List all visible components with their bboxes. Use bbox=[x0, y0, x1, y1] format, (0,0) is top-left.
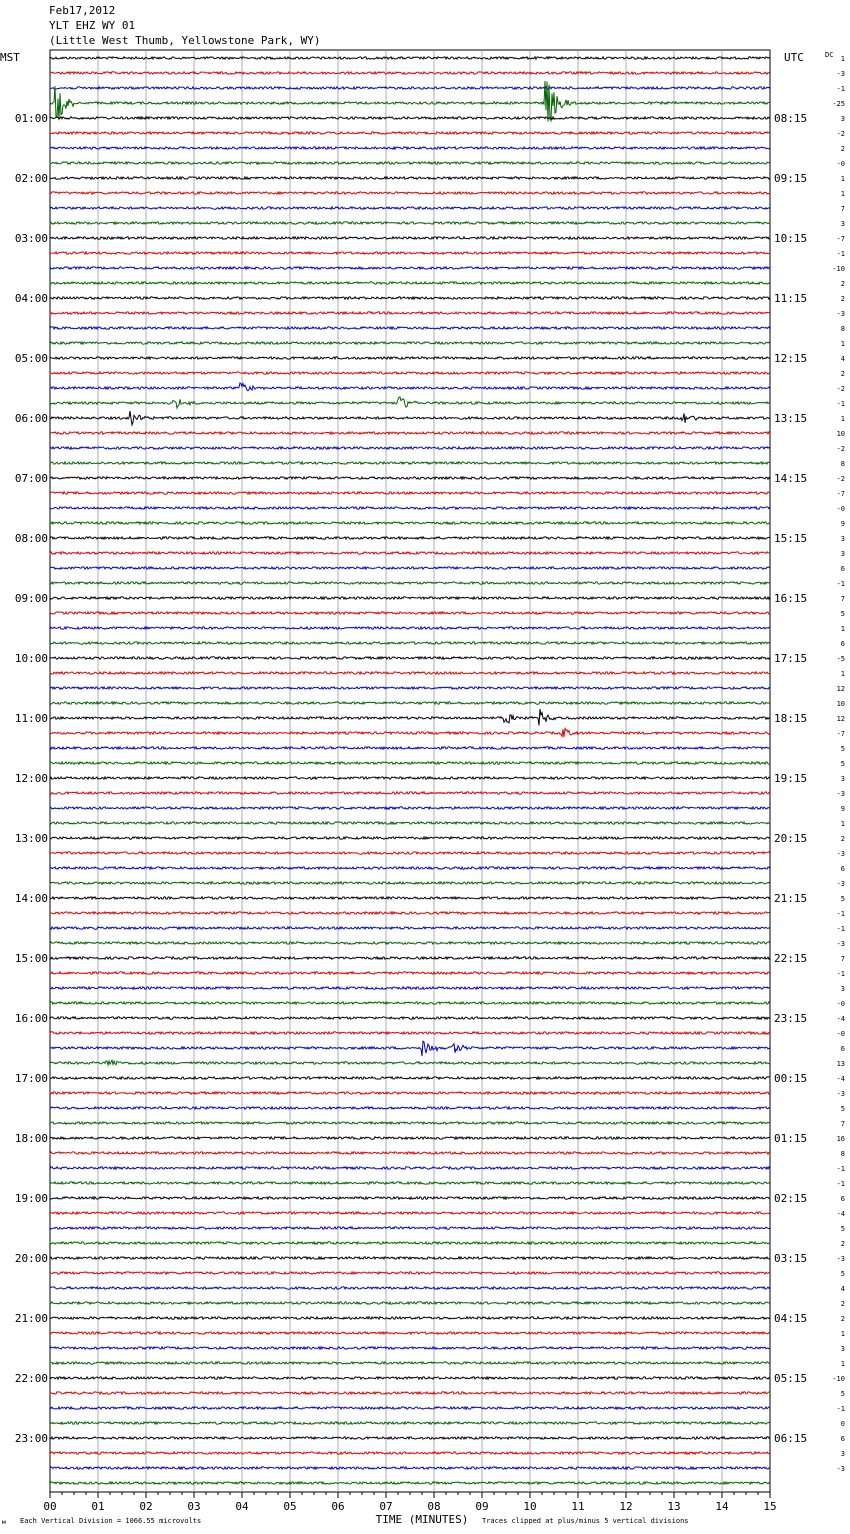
seismic-trace bbox=[50, 747, 770, 749]
mst-hour-label: 16:00 bbox=[14, 1012, 48, 1025]
x-tick-label: 05 bbox=[283, 1500, 297, 1513]
corner-mark: м bbox=[2, 1519, 6, 1526]
dc-offset-value: 3 bbox=[840, 775, 845, 783]
dc-offset-value: 7 bbox=[840, 955, 845, 963]
dc-offset-value: 1 bbox=[840, 1330, 845, 1338]
seismic-trace bbox=[50, 1212, 770, 1214]
dc-offset-value: -10 bbox=[832, 265, 845, 273]
utc-hour-label: 04:15 bbox=[774, 1312, 808, 1325]
dc-offset-value: 6 bbox=[840, 565, 845, 573]
dc-offset-value: 1 bbox=[840, 1360, 845, 1368]
x-tick-label: 06 bbox=[331, 1500, 345, 1513]
dc-offset-value: -3 bbox=[836, 70, 845, 78]
seismic-trace bbox=[50, 297, 770, 299]
seismic-trace bbox=[50, 687, 770, 689]
dc-offset-value: 5 bbox=[840, 1390, 845, 1398]
x-tick-label: 15 bbox=[763, 1500, 777, 1513]
seismic-trace bbox=[50, 552, 770, 554]
x-tick-label: 14 bbox=[715, 1500, 729, 1513]
seismic-trace bbox=[50, 1482, 770, 1484]
seismic-trace bbox=[50, 777, 770, 779]
mst-hour-label: 18:00 bbox=[14, 1132, 48, 1145]
seismic-trace bbox=[50, 312, 770, 314]
seismic-trace bbox=[50, 162, 770, 164]
seismic-trace bbox=[50, 267, 770, 269]
seismic-trace bbox=[50, 567, 770, 569]
utc-hour-label: 06:15 bbox=[774, 1432, 808, 1445]
x-tick-label: 08 bbox=[427, 1500, 441, 1513]
seismic-trace bbox=[50, 1152, 770, 1154]
mst-hour-label: 21:00 bbox=[14, 1312, 48, 1325]
seismic-trace bbox=[50, 627, 770, 629]
dc-offset-value: 3 bbox=[840, 1345, 845, 1353]
dc-offset-value: -7 bbox=[836, 730, 845, 738]
utc-hour-label: 16:15 bbox=[774, 592, 808, 605]
dc-offset-value: -1 bbox=[836, 250, 845, 258]
seismic-trace bbox=[50, 1407, 770, 1409]
seismic-trace bbox=[50, 432, 770, 434]
seismic-trace bbox=[50, 1107, 770, 1109]
seismic-trace bbox=[50, 912, 770, 914]
seismic-trace bbox=[50, 522, 770, 524]
utc-hour-label: 09:15 bbox=[774, 172, 808, 185]
dc-offset-value: 10 bbox=[836, 430, 845, 438]
seismic-trace bbox=[50, 1452, 770, 1454]
dc-offset-value: 8 bbox=[840, 1150, 845, 1158]
seismic-trace bbox=[50, 87, 770, 89]
dc-offset-value: 6 bbox=[840, 1435, 845, 1443]
dc-offset-value: -10 bbox=[832, 1375, 845, 1383]
dc-offset-value: 7 bbox=[840, 205, 845, 213]
seismic-trace bbox=[50, 237, 770, 239]
mst-hour-label: 02:00 bbox=[14, 172, 48, 185]
mst-axis-label: MST bbox=[0, 51, 20, 64]
dc-offset-value: 6 bbox=[840, 640, 845, 648]
dc-offset-value: -2 bbox=[836, 130, 845, 138]
seismic-trace bbox=[50, 207, 770, 209]
mst-hour-label: 19:00 bbox=[14, 1192, 48, 1205]
mst-hour-label: 10:00 bbox=[14, 652, 48, 665]
dc-offset-value: -1 bbox=[836, 580, 845, 588]
dc-offset-value: 2 bbox=[840, 370, 845, 378]
dc-offset-value: -3 bbox=[836, 790, 845, 798]
seismic-trace bbox=[50, 987, 770, 989]
x-tick-label: 12 bbox=[619, 1500, 633, 1513]
utc-hour-label: 13:15 bbox=[774, 412, 808, 425]
seismic-trace bbox=[50, 1257, 770, 1259]
seismic-trace bbox=[50, 897, 770, 899]
dc-offset-value: 10 bbox=[836, 700, 845, 708]
x-tick-label: 02 bbox=[139, 1500, 153, 1513]
mst-hour-label: 15:00 bbox=[14, 952, 48, 965]
seismic-trace bbox=[50, 1362, 770, 1364]
dc-offset-value: -4 bbox=[836, 1015, 845, 1023]
utc-hour-label: 05:15 bbox=[774, 1372, 808, 1385]
dc-offset-value: 2 bbox=[840, 1240, 845, 1248]
dc-offset-value: -1 bbox=[836, 925, 845, 933]
seismic-trace bbox=[50, 972, 770, 974]
seismic-trace bbox=[50, 1137, 770, 1139]
seismic-trace bbox=[50, 1467, 770, 1469]
seismic-trace bbox=[50, 709, 770, 725]
seismic-trace bbox=[50, 147, 770, 149]
seismic-trace bbox=[50, 927, 770, 929]
seismic-trace bbox=[50, 462, 770, 464]
seismic-trace bbox=[50, 867, 770, 869]
dc-offset-value: 12 bbox=[836, 685, 845, 693]
dc-offset-value: 1 bbox=[840, 190, 845, 198]
scale-note: Each Vertical Division = 1066.55 microvolts bbox=[20, 1517, 202, 1525]
x-axis-title: TIME (MINUTES) bbox=[375, 1513, 469, 1526]
seismic-trace bbox=[50, 117, 770, 119]
dc-offset-value: 2 bbox=[840, 835, 845, 843]
mst-hour-label: 06:00 bbox=[14, 412, 48, 425]
dc-offset-value: -1 bbox=[836, 85, 845, 93]
mst-hour-label: 03:00 bbox=[14, 232, 48, 245]
mst-hour-label: 09:00 bbox=[14, 592, 48, 605]
dc-offset-value: 8 bbox=[840, 460, 845, 468]
seismic-trace bbox=[50, 807, 770, 809]
seismic-trace bbox=[50, 357, 770, 359]
dc-offset-value: 1 bbox=[840, 175, 845, 183]
utc-hour-label: 10:15 bbox=[774, 232, 808, 245]
utc-hour-label: 17:15 bbox=[774, 652, 808, 665]
utc-hour-label: 01:15 bbox=[774, 1132, 808, 1145]
mst-hour-label: 22:00 bbox=[14, 1372, 48, 1385]
utc-hour-label: 21:15 bbox=[774, 892, 808, 905]
utc-hour-label: 14:15 bbox=[774, 472, 808, 485]
seismic-trace bbox=[50, 1377, 770, 1379]
dc-offset-value: 2 bbox=[840, 1315, 845, 1323]
dc-offset-value: 5 bbox=[840, 760, 845, 768]
seismic-trace bbox=[50, 372, 770, 374]
dc-offset-value: 2 bbox=[840, 145, 845, 153]
seismic-trace bbox=[50, 1227, 770, 1229]
dc-offset-value: 3 bbox=[840, 535, 845, 543]
dc-offset-value: -5 bbox=[836, 655, 845, 663]
seismic-trace bbox=[50, 882, 770, 884]
mst-hour-label: 11:00 bbox=[14, 712, 48, 725]
dc-offset-value: -1 bbox=[836, 1165, 845, 1173]
seismic-trace bbox=[50, 822, 770, 824]
station-code: YLT EHZ WY 01 bbox=[49, 19, 136, 32]
seismic-trace bbox=[50, 397, 770, 408]
mst-hour-label: 05:00 bbox=[14, 352, 48, 365]
utc-hour-label: 12:15 bbox=[774, 352, 808, 365]
minute-gridlines bbox=[98, 50, 722, 1492]
mst-hour-label: 23:00 bbox=[14, 1432, 48, 1445]
dc-offset-value: 1 bbox=[840, 415, 845, 423]
dc-offset-value: -4 bbox=[836, 1210, 845, 1218]
seismic-trace bbox=[50, 1422, 770, 1424]
dc-offset-value: 1 bbox=[840, 55, 845, 63]
dc-offset-value: 5 bbox=[840, 1270, 845, 1278]
dc-offset-value: 1 bbox=[840, 670, 845, 678]
mst-hour-label: 12:00 bbox=[14, 772, 48, 785]
dc-offset-value: -0 bbox=[836, 505, 845, 513]
x-tick-label: 01 bbox=[91, 1500, 105, 1513]
seismic-trace bbox=[50, 72, 770, 74]
dc-offset-value: -1 bbox=[836, 1405, 845, 1413]
x-tick-label: 03 bbox=[187, 1500, 201, 1513]
dc-offset-value: -1 bbox=[836, 910, 845, 918]
seismic-trace bbox=[50, 1032, 770, 1034]
seismic-trace bbox=[50, 1302, 770, 1304]
seismic-trace bbox=[50, 657, 770, 659]
seismic-trace bbox=[50, 762, 770, 764]
seismic-trace bbox=[50, 792, 770, 794]
seismic-trace bbox=[50, 192, 770, 194]
seismic-trace bbox=[50, 1242, 770, 1244]
utc-hour-label: 19:15 bbox=[774, 772, 808, 785]
seismic-trace bbox=[50, 672, 770, 674]
dc-offset-value: -3 bbox=[836, 850, 845, 858]
seismic-trace bbox=[50, 1092, 770, 1094]
seismic-trace bbox=[50, 1272, 770, 1274]
mst-hour-label: 08:00 bbox=[14, 532, 48, 545]
seismic-trace bbox=[50, 729, 770, 738]
dc-offset-value: -3 bbox=[836, 1255, 845, 1263]
dc-offset-value: 3 bbox=[840, 115, 845, 123]
dc-offset-value: -3 bbox=[836, 310, 845, 318]
dc-offset-value: 6 bbox=[840, 1045, 845, 1053]
seismic-trace bbox=[50, 1437, 770, 1439]
utc-hour-label: 18:15 bbox=[774, 712, 808, 725]
dc-offset-value: -0 bbox=[836, 1030, 845, 1038]
dc-offset-value: -4 bbox=[836, 1075, 845, 1083]
trace-group bbox=[50, 57, 770, 1484]
dc-offset-value: 12 bbox=[836, 715, 845, 723]
seismic-trace bbox=[50, 507, 770, 509]
dc-offset-value: 6 bbox=[840, 1195, 845, 1203]
seismic-trace bbox=[50, 1002, 770, 1004]
utc-hour-label: 23:15 bbox=[774, 1012, 808, 1025]
utc-hour-label: 11:15 bbox=[774, 292, 808, 305]
dc-offset-value: -2 bbox=[836, 475, 845, 483]
seismic-trace bbox=[50, 411, 770, 425]
seismic-trace bbox=[50, 327, 770, 329]
dc-offset-value: 9 bbox=[840, 520, 845, 528]
utc-hour-label: 02:15 bbox=[774, 1192, 808, 1205]
dc-offset-value: -7 bbox=[836, 490, 845, 498]
seismic-trace bbox=[50, 177, 770, 179]
dc-offset-value: 8 bbox=[840, 325, 845, 333]
dc-offset-value: -7 bbox=[836, 235, 845, 243]
mst-hour-label: 04:00 bbox=[14, 292, 48, 305]
seismic-trace bbox=[50, 852, 770, 854]
seismic-trace bbox=[50, 1287, 770, 1289]
dc-offset-value: -25 bbox=[832, 100, 845, 108]
utc-hour-label: 00:15 bbox=[774, 1072, 808, 1085]
mst-hour-label: 13:00 bbox=[14, 832, 48, 845]
dc-offset-value: 4 bbox=[840, 1285, 845, 1293]
seismic-trace bbox=[50, 837, 770, 839]
dc-label: DC bbox=[825, 51, 834, 59]
seismic-trace bbox=[50, 132, 770, 134]
utc-hour-label: 08:15 bbox=[774, 112, 808, 125]
x-tick-label: 11 bbox=[571, 1500, 585, 1513]
dc-offset-value: -1 bbox=[836, 400, 845, 408]
seismic-trace bbox=[50, 57, 770, 59]
seismic-trace bbox=[50, 1182, 770, 1184]
dc-offset-value: 7 bbox=[840, 1120, 845, 1128]
dc-offset-value: -0 bbox=[836, 160, 845, 168]
x-tick-label: 04 bbox=[235, 1500, 249, 1513]
dc-offset-value: 1 bbox=[840, 625, 845, 633]
seismic-trace bbox=[50, 642, 770, 644]
seismic-trace bbox=[50, 582, 770, 584]
mst-hour-label: 07:00 bbox=[14, 472, 48, 485]
station-location: (Little West Thumb, Yellowstone Park, WY) bbox=[49, 34, 321, 47]
dc-offset-value: -1 bbox=[836, 970, 845, 978]
x-tick-label: 10 bbox=[523, 1500, 537, 1513]
seismic-trace bbox=[50, 1122, 770, 1124]
seismic-trace bbox=[50, 1347, 770, 1349]
seismic-trace bbox=[50, 1332, 770, 1334]
dc-offset-value: 13 bbox=[836, 1060, 845, 1068]
seismic-trace bbox=[50, 1167, 770, 1169]
seismic-trace bbox=[50, 537, 770, 539]
mst-hour-label: 14:00 bbox=[14, 892, 48, 905]
seismic-trace bbox=[50, 1041, 770, 1056]
seismic-trace bbox=[50, 1317, 770, 1319]
dc-offset-value: -3 bbox=[836, 940, 845, 948]
seismic-trace bbox=[50, 252, 770, 254]
seismic-trace bbox=[50, 702, 770, 704]
dc-offset-value: 0 bbox=[840, 1420, 845, 1428]
dc-offset-value: 5 bbox=[840, 1225, 845, 1233]
seismic-trace bbox=[50, 612, 770, 614]
seismic-trace bbox=[50, 942, 770, 944]
dc-offset-value: 9 bbox=[840, 805, 845, 813]
dc-offset-value: 2 bbox=[840, 280, 845, 288]
seismic-trace bbox=[50, 1060, 770, 1065]
dc-offset-value: 3 bbox=[840, 550, 845, 558]
seismic-trace bbox=[50, 957, 770, 959]
utc-hour-label: 20:15 bbox=[774, 832, 808, 845]
dc-offset-value: -0 bbox=[836, 1000, 845, 1008]
dc-offset-value: 3 bbox=[840, 1450, 845, 1458]
dc-offset-value: 2 bbox=[840, 1300, 845, 1308]
dc-offset-value: 1 bbox=[840, 820, 845, 828]
dc-offset-value: 2 bbox=[840, 295, 845, 303]
utc-axis-label: UTC bbox=[784, 51, 804, 64]
dc-offset-value: 5 bbox=[840, 745, 845, 753]
dc-offset-value: -3 bbox=[836, 1090, 845, 1098]
x-tick-label: 13 bbox=[667, 1500, 681, 1513]
dc-offset-value: 3 bbox=[840, 220, 845, 228]
dc-offset-value: 1 bbox=[840, 340, 845, 348]
seismic-trace bbox=[50, 447, 770, 449]
seismic-trace bbox=[50, 477, 770, 479]
dc-offset-value: 5 bbox=[840, 610, 845, 618]
clip-note: Traces clipped at plus/minus 5 vertical divisions bbox=[482, 1517, 689, 1525]
dc-offset-value: 5 bbox=[840, 1105, 845, 1113]
dc-offset-value: -3 bbox=[836, 1465, 845, 1473]
dc-offset-value: 3 bbox=[840, 985, 845, 993]
dc-offset-value: 16 bbox=[836, 1135, 845, 1143]
seismic-trace bbox=[50, 597, 770, 599]
dc-offset-value: 7 bbox=[840, 595, 845, 603]
utc-hour-label: 15:15 bbox=[774, 532, 808, 545]
seismic-trace bbox=[50, 1077, 770, 1079]
record-date: Feb17,2012 bbox=[49, 4, 116, 17]
mst-hour-label: 17:00 bbox=[14, 1072, 48, 1085]
dc-offset-value: -1 bbox=[836, 1180, 845, 1188]
seismic-trace bbox=[50, 282, 770, 284]
utc-hour-label: 03:15 bbox=[774, 1252, 808, 1265]
x-tick-label: 07 bbox=[379, 1500, 393, 1513]
axis-label-group bbox=[0, 51, 845, 1526]
x-tick-label: 00 bbox=[43, 1500, 57, 1513]
dc-offset-value: 6 bbox=[840, 865, 845, 873]
utc-hour-label: 22:15 bbox=[774, 952, 808, 965]
x-tick-label: 09 bbox=[475, 1500, 489, 1513]
mst-hour-label: 20:00 bbox=[14, 1252, 48, 1265]
dc-offset-value: 4 bbox=[840, 355, 845, 363]
seismic-trace bbox=[50, 492, 770, 494]
seismic-trace bbox=[50, 1197, 770, 1199]
mst-hour-label: 01:00 bbox=[14, 112, 48, 125]
dc-offset-value: -2 bbox=[836, 445, 845, 453]
dc-offset-value: 5 bbox=[840, 895, 845, 903]
seismic-trace bbox=[50, 1017, 770, 1019]
dc-offset-value: -3 bbox=[836, 880, 845, 888]
seismic-trace bbox=[50, 383, 770, 391]
seismic-trace bbox=[50, 1392, 770, 1394]
dc-offset-value: -2 bbox=[836, 385, 845, 393]
seismic-trace bbox=[50, 222, 770, 224]
seismic-trace bbox=[50, 342, 770, 344]
